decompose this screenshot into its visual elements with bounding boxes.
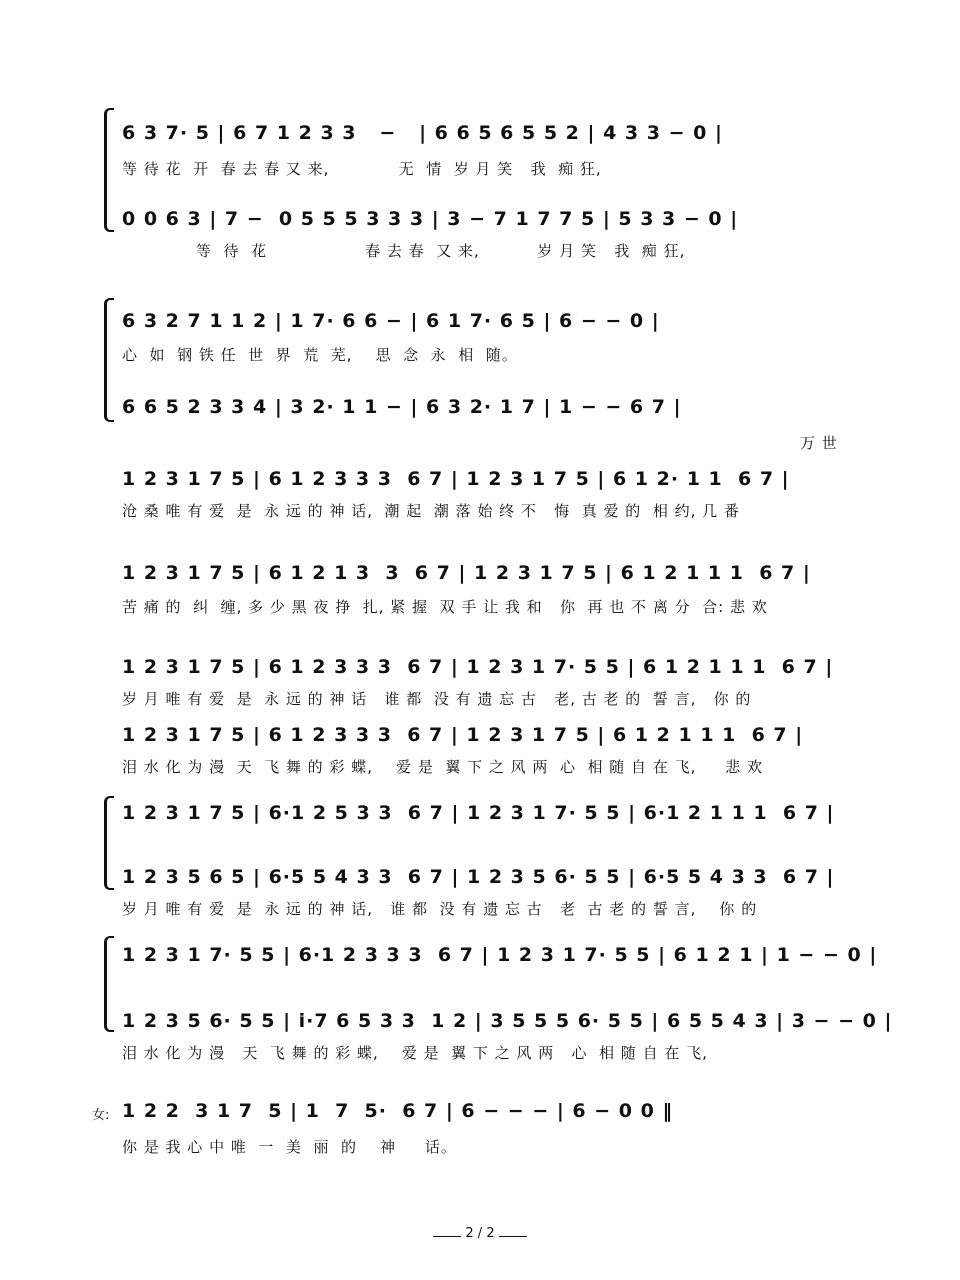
notation-line: 1 2 3 1 7· 5 5 | 6·1 2 3 3 3 6 7 | 1 2 3 1 7· 5 5 | 6 1 2 1 | 1 − − 0 | <box>122 944 878 966</box>
notation-line: 1 2 3 5 6· 5 5 | i·7 6 5 3 3 1 2 | 3 5 5 5 6· 5 5 | 6 5 5 4 3 | 3 − − 0 | <box>122 1010 893 1032</box>
lyrics-line: 等 待 花 春 去 春 又 来, 岁 月 笑 我 痴 狂, <box>196 242 686 260</box>
notation-line: 1 2 2 3 1 7 5 | 1 7 5· 6 7 | 6 − − − | 6 − 0 0 ‖ <box>122 1100 673 1122</box>
voice-label: 女: <box>92 1108 110 1123</box>
notation-line: 1 2 3 1 7 5 | 6 1 2 3 3 3 6 7 | 1 2 3 1 7 5 | 6 1 2 1 1 1 6 7 | <box>122 724 804 746</box>
lyrics-line: 泪 水 化 为 漫 天 飞 舞 的 彩 蝶, 爱 是 翼 下 之 风 两 心 相 随 自 在 飞, <box>122 1044 708 1062</box>
notation-line: 1 2 3 1 7 5 | 6 1 2 3 3 3 6 7 | 1 2 3 1 7· 5 5 | 6 1 2 1 1 1 6 7 | <box>122 656 834 678</box>
notation-line: 1 2 3 1 7 5 | 6 1 2 1 3 3 6 7 | 1 2 3 1 7 5 | 6 1 2 1 1 1 6 7 | <box>122 562 811 584</box>
lyrics-line: 岁 月 唯 有 爱 是 永 远 的 神 话, 谁 都 没 有 遗 忘 古 老 古 老 的 誓 言, 你 的 <box>122 900 758 918</box>
notation-line: 1 2 3 1 7 5 | 6 1 2 3 3 3 6 7 | 1 2 3 1 7 5 | 6 1 2· 1 1 6 7 | <box>122 468 790 490</box>
lyrics-line: 你 是 我 心 中 唯 一 美 丽 的 神 话。 <box>122 1138 457 1156</box>
lyrics-line: 泪 水 化 为 漫 天 飞 舞 的 彩 蝶, 爱 是 翼 下 之 风 两 心 相 随 自 在 飞, 悲 欢 <box>122 758 763 776</box>
lyrics-line: 万 世 <box>800 434 838 452</box>
page-number <box>0 1226 960 1241</box>
notation-line: 6 3 7· 5 | 6 7 1 2 3 3 − | 6 6 5 6 5 5 2 | 4 3 3 − 0 | <box>122 122 723 144</box>
notation-line: 0 0 6 3 | 7 − 0 5 5 5 3 3 3 | 3 − 7 1 7 7 5 | 5 3 3 − 0 | <box>122 208 739 230</box>
lyrics-line: 岁 月 唯 有 爱 是 永 远 的 神 话 谁 都 没 有 遗 忘 古 老, 古 老 的 誓 言, 你 的 <box>122 690 752 708</box>
notation-line: 1 2 3 5 6 5 | 6·5 5 4 3 3 6 7 | 1 2 3 5 6· 5 5 | 6·5 5 4 3 3 6 7 | <box>122 866 835 888</box>
notation-line: 6 3 2 7 1 1 2 | 1 7· 6 6 − | 6 1 7· 6 5 | 6 − − 0 | <box>122 310 660 332</box>
notation-line: 1 2 3 1 7 5 | 6·1 2 5 3 3 6 7 | 1 2 3 1 7· 5 5 | 6·1 2 1 1 1 6 7 | <box>122 802 835 824</box>
notation-line: 6 6 5 2 3 3 4 | 3 2· 1 1 − | 6 3 2· 1 7 | 1 − − 6 7 | <box>122 396 682 418</box>
lyrics-line: 沧 桑 唯 有 爱 是 永 远 的 神 话, 潮 起 潮 落 始 终 不 悔 真 爱 的 相 约, 几 番 <box>122 502 740 520</box>
system-bracket <box>104 936 114 1032</box>
system-bracket <box>104 796 114 890</box>
lyrics-line: 心 如 钢 铁 任 世 界 荒 芜, 思 念 永 相 随。 <box>122 346 518 364</box>
lyrics-line: 苦 痛 的 纠 缠, 多 少 黑 夜 挣 扎, 紧 握 双 手 让 我 和 你 再 也 不 离 分 合: 悲 欢 <box>122 598 768 616</box>
lyrics-line: 等 待 花 开 春 去 春 又 来, 无 情 岁 月 笑 我 痴 狂, <box>122 160 602 178</box>
system-bracket <box>104 108 114 232</box>
system-bracket <box>104 298 114 422</box>
page-number-text: 2 / 2 <box>465 1226 495 1241</box>
